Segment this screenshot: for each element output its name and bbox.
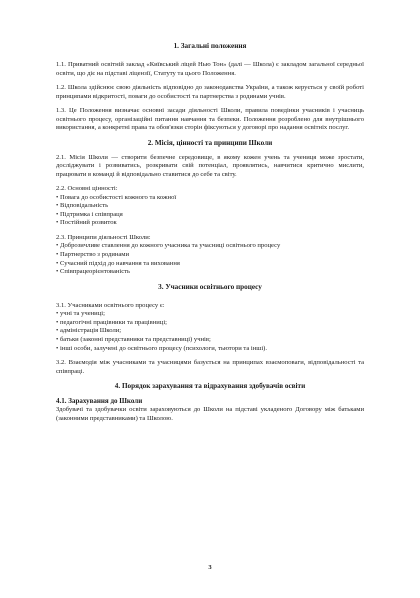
subsection-4-1-title: 4.1. Зарахування до Школи — [56, 397, 143, 406]
paragraph-2-1: 2.1. Місія Школи — створити безпечне середовище, в якому кожен учень та учениця може зростати, досліджувати і розвиватись, розкривати свій потенціал, проявлятись, навчитися критично мислити, працювати в команді й відповідально ставитися до себе та світу. — [56, 153, 364, 178]
section-2-heading: 2. Місія, цінності та принципи Школи — [147, 138, 273, 147]
list-item: • Відповідальність — [56, 202, 109, 210]
values-intro: 2.2. Основні цінності: — [56, 185, 118, 192]
values-list — [56, 194, 364, 228]
section-1-heading: 1. Загальні положення — [173, 42, 247, 50]
list-item: • педагогічні працівники та працівниці; — [56, 318, 167, 326]
list-item: • Доброзичливе ставлення до кожного учасника та учасниці освітнього процесу — [56, 242, 281, 250]
list-item: • учні та учениці; — [56, 310, 105, 318]
page-number: 3 — [208, 564, 212, 571]
page-content — [56, 42, 364, 423]
list-item: • батьки (законні представники та представниці) учнів; — [56, 336, 211, 344]
list-item: • інші особи, залучені до освітнього процесу (психологи, тьютори та інші). — [56, 344, 268, 352]
paragraph-3-2: 3.2. Взаємодія між учасниками та учасницями базується на принципах взаємоповаги, відповідальності та співпраці. — [56, 359, 364, 375]
list-item: • Постійний розвиток — [56, 219, 117, 227]
list-item: • Підтримка і співпраця — [56, 210, 123, 218]
paragraph-1-3: 1.3. Це Положення визначає основні засади діяльності Школи, правила поведінки учасників і учасниць освітнього процесу, організаційні питання навчання та безпеки. Положення розроблено для внутрішнього використання, а конкретні права та обов'язки сторін фіксуються у договорі про надання освітніх послуг. — [56, 107, 364, 131]
section-3-heading: 3. Учасники освітнього процесу — [158, 282, 262, 291]
paragraph-1-1: 1.1. Приватний освітній заклад «Київський ліцей Нью Тон» (далі — Школа) є закладом загальної середньої освіти, що діє на підставі ліцензії, Статуту та цього Положення. — [56, 61, 364, 77]
principles-intro: 2.3. Принципи діяльності Школи: — [56, 233, 151, 241]
paragraph-1-2: 1.2. Школа здійснює свою діяльність відповідно до законодавства України, а також керується у своїй роботі принципами відкритості, поваги до особистості та партнерства з родинами учнів. — [56, 84, 364, 100]
list-item: • Партнерство з родинами — [56, 250, 130, 258]
participants-intro: 3.1. Учасниками освітнього процесу є: — [56, 301, 165, 309]
participants-list — [56, 310, 364, 353]
section-4-heading: 4. Порядок зарахування та відрахування здобувачів освіти — [114, 382, 306, 391]
list-item: • Повага до особистості кожного та кожної — [56, 193, 177, 201]
subsection-4-1-text: Здобувачі та здобувачки освіти зараховуються до Школи на підставі укладеного Договору між батьками (законними представниками) та Школою. — [56, 406, 364, 422]
list-item: • Співпрацеорієнтованість — [56, 268, 131, 276]
principles-list — [56, 242, 364, 276]
list-item: • Сучасний підхід до навчання та виховання — [56, 259, 180, 267]
list-item: • адміністрація Школи; — [56, 327, 122, 335]
